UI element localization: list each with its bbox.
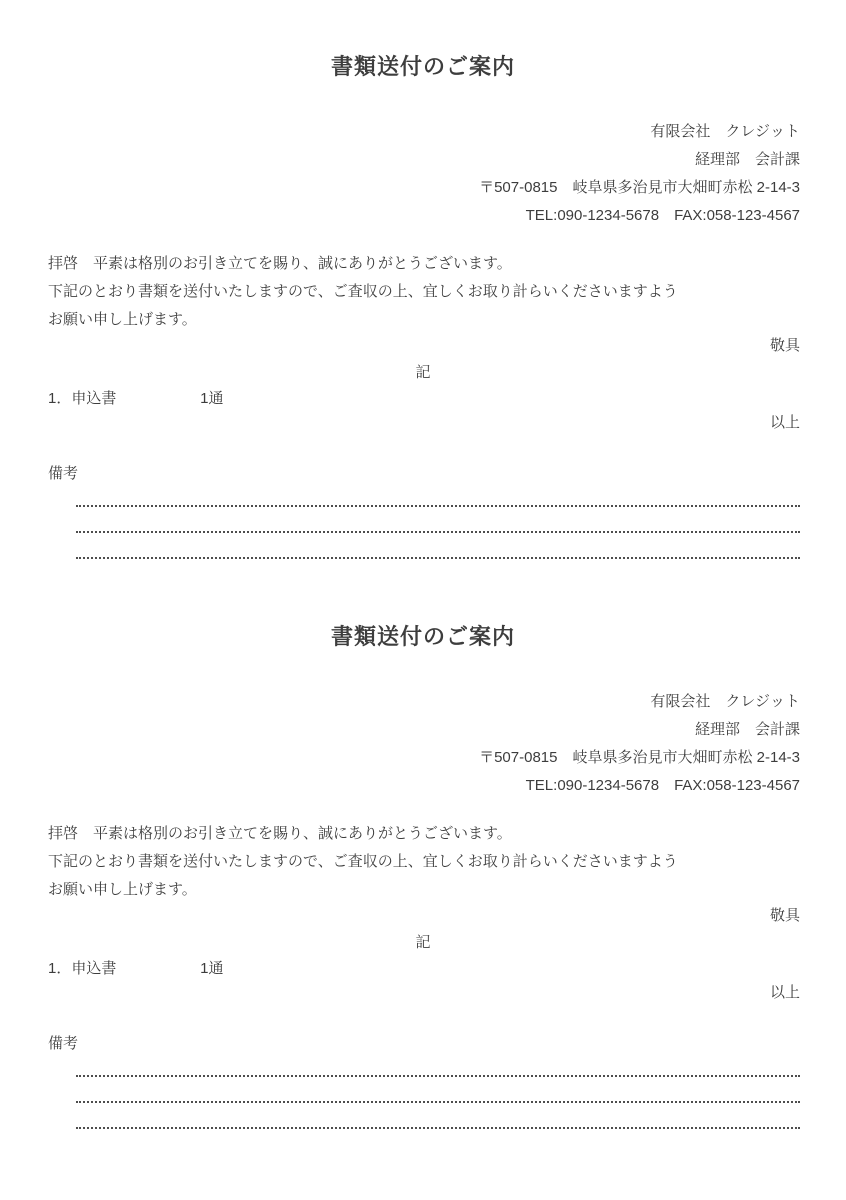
sender-contact: TEL:090-1234-5678 FAX:058-123-4567 bbox=[525, 777, 800, 794]
sender-address: 〒507-0815 岐阜県多治見市大畑町赤松 2-14-3 bbox=[479, 749, 800, 766]
ruled-line bbox=[76, 557, 800, 559]
greeting-line: 拝啓 平素は格別のお引き立てを賜り、誠にありがとうございます。 bbox=[48, 825, 512, 842]
greeting-line: お願い申し上げます。 bbox=[48, 311, 197, 328]
sender-department: 経理部 会計課 bbox=[694, 721, 800, 738]
sender-address: 〒507-0815 岐阜県多治見市大畑町赤松 2-14-3 bbox=[479, 179, 800, 196]
end-marker: 以上 bbox=[769, 984, 800, 1001]
enclosure-item bbox=[48, 387, 224, 408]
greeting-line: 下記のとおり書類を送付いたしますので、ご査収の上、宜しくお取り計らいくださいますよう bbox=[48, 283, 678, 300]
greeting-line: お願い申し上げます。 bbox=[48, 881, 197, 898]
remarks-ruled-lines bbox=[76, 1075, 800, 1153]
ruled-line bbox=[76, 1127, 800, 1129]
enclosure-item-count: 1通 bbox=[200, 960, 224, 977]
greeting-paragraph bbox=[48, 250, 800, 334]
remarks-label: 備考 bbox=[48, 1035, 79, 1052]
sender-block bbox=[479, 688, 800, 800]
document-title: 書類送付のご案内 bbox=[330, 624, 515, 649]
ruled-line bbox=[76, 1075, 800, 1077]
sender-company: 有限会社 クレジット bbox=[650, 123, 800, 140]
enclosure-item-count: 1通 bbox=[200, 390, 224, 407]
ruled-line bbox=[76, 531, 800, 533]
document-title: 書類送付のご案内 bbox=[330, 54, 515, 79]
greeting-line: 下記のとおり書類を送付いたしますので、ご査収の上、宜しくお取り計らいくださいますよう bbox=[48, 853, 678, 870]
record-heading: 記 bbox=[415, 934, 431, 951]
sender-block bbox=[479, 118, 800, 230]
closing-keigu: 敬具 bbox=[769, 337, 800, 354]
enclosure-item bbox=[48, 957, 224, 978]
end-marker: 以上 bbox=[769, 414, 800, 431]
remarks-label: 備考 bbox=[48, 465, 79, 482]
enclosure-item-name: 1．申込書 bbox=[48, 960, 117, 977]
ruled-line bbox=[76, 505, 800, 507]
document-page-2 bbox=[0, 570, 846, 1140]
sender-department: 経理部 会計課 bbox=[694, 151, 800, 168]
enclosure-item-name: 1．申込書 bbox=[48, 390, 117, 407]
document-page-1 bbox=[0, 0, 846, 570]
record-heading: 記 bbox=[415, 364, 431, 381]
sender-contact: TEL:090-1234-5678 FAX:058-123-4567 bbox=[525, 207, 800, 224]
sender-company: 有限会社 クレジット bbox=[650, 693, 800, 710]
greeting-paragraph bbox=[48, 820, 800, 904]
greeting-line: 拝啓 平素は格別のお引き立てを賜り、誠にありがとうございます。 bbox=[48, 255, 512, 272]
closing-keigu: 敬具 bbox=[769, 907, 800, 924]
ruled-line bbox=[76, 1101, 800, 1103]
